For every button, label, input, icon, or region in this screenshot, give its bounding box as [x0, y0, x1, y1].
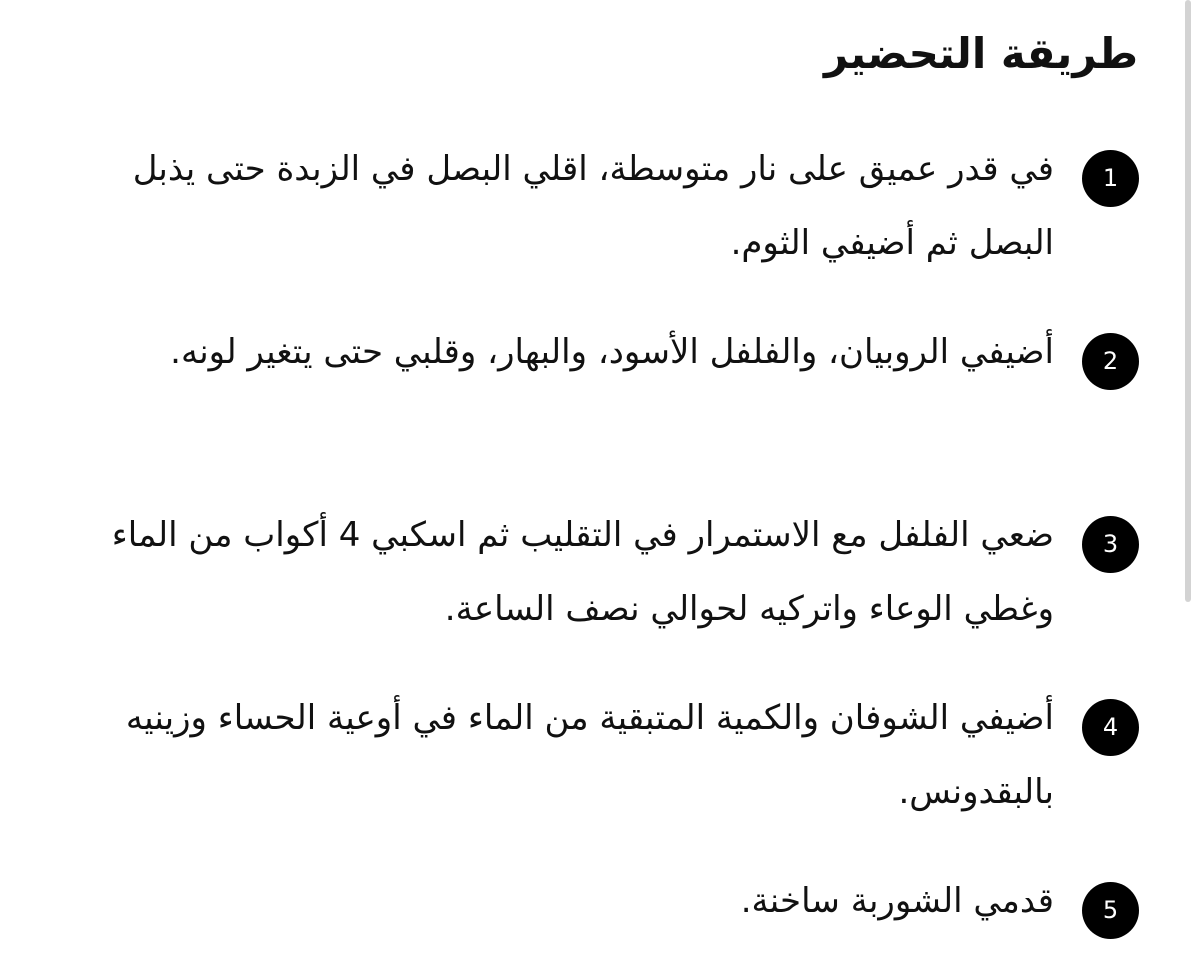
step-item-1	[0, 132, 1200, 315]
step-text: قدمي الشوربة ساخنة.	[740, 881, 1054, 921]
step-item-3	[0, 498, 1200, 681]
step-text: ضعي الفلفل مع الاستمرار في التقليب ثم اسكبي 4 أكواب من الماء وغطي الوعاء واتركيه لحوالي نصف الساعة.	[111, 515, 1054, 629]
step-item-2	[0, 315, 1200, 498]
step-item-4	[0, 681, 1200, 864]
page-title: طريقة التحضير	[823, 29, 1138, 78]
scrollbar-thumb[interactable]	[1185, 0, 1191, 602]
step-text: في قدر عميق على نار متوسطة، اقلي البصل في الزبدة حتى يذبل البصل ثم أضيفي الثوم.	[132, 149, 1054, 263]
vertical-scrollbar[interactable]	[1183, 0, 1193, 961]
step-number-badge: 4	[1082, 699, 1139, 756]
step-number-badge: 2	[1082, 333, 1139, 390]
preparation-steps-list	[0, 132, 1200, 961]
step-item-5	[0, 864, 1200, 961]
step-text: أضيفي الروبيان، والفلفل الأسود، والبهار، وقلبي حتى يتغير لونه.	[170, 332, 1054, 372]
step-number-badge: 5	[1082, 882, 1139, 939]
step-number-badge: 3	[1082, 516, 1139, 573]
step-text: أضيفي الشوفان والكمية المتبقية من الماء في أوعية الحساء وزينيه بالبقدونس.	[125, 698, 1054, 812]
step-number-badge: 1	[1082, 150, 1139, 207]
